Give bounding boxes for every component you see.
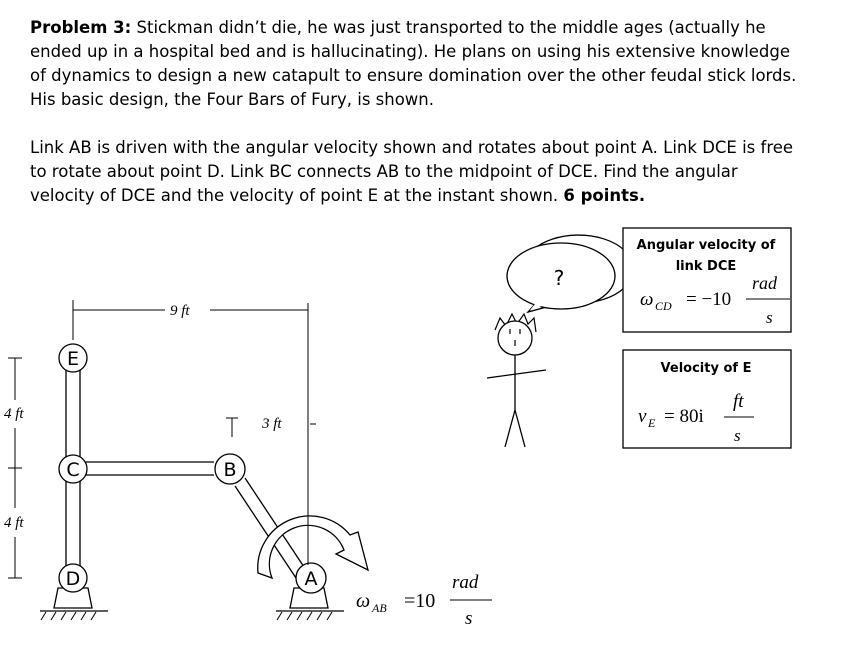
omega-ab-equation (356, 572, 492, 629)
problem-heading: Problem 3: (30, 18, 132, 37)
svg-text:s: s (766, 308, 773, 327)
points-label: 6 points. (563, 186, 646, 205)
svg-text:s: s (465, 608, 473, 629)
joint-d (59, 564, 87, 592)
svg-text:= 80i: = 80i (664, 406, 704, 427)
svg-text:Velocity of E: Velocity of E (660, 361, 752, 376)
dim-ab-height (226, 416, 316, 437)
svg-text:B: B (223, 459, 237, 481)
svg-text:E: E (648, 416, 656, 430)
svg-text:AB: AB (372, 601, 387, 615)
svg-text:=10: =10 (404, 590, 436, 612)
stickman (487, 314, 546, 447)
joint-b (215, 454, 245, 484)
svg-text:CD: CD (655, 299, 672, 313)
svg-text:9 ft: 9 ft (170, 303, 190, 319)
joint-c (59, 455, 87, 483)
svg-text:A: A (304, 568, 318, 590)
dim-horizontal (73, 300, 308, 565)
problem-text-1: Stickman didn’t die, he was just transported to the middle ages (actually he ended up in a hospital bed and is hallucinating). He plans on using his extensive knowledge of dynamics to design a new catapult to ensure domination over the other feudal stick lords. His basic design, the Four Bars of Fury, is shown. (30, 18, 797, 109)
svg-text:s: s (734, 426, 741, 445)
svg-text:Angular velocity of: Angular velocity of (636, 238, 776, 253)
pin-support-d (40, 588, 108, 620)
problem-text-2: Link AB is driven with the angular velocity shown and rotates about point A. Link DCE is free to rotate about point D. Link BC connects AB to the midpoint of DCE. Find the angular velocity of DCE and the velocity of point E at the instant shown. (30, 138, 794, 205)
svg-text:ω: ω (640, 289, 654, 310)
svg-text:= −10: = −10 (686, 289, 732, 310)
svg-text:ω: ω (356, 590, 371, 612)
joint-a (296, 563, 326, 593)
dim-vertical (4, 358, 24, 578)
joint-e (59, 344, 87, 372)
svg-text:ft: ft (733, 391, 744, 412)
answer-box-velocity-e (623, 350, 791, 448)
svg-text:3 ft: 3 ft (262, 416, 282, 432)
svg-text:D: D (65, 568, 81, 590)
svg-text:rad: rad (752, 273, 778, 293)
svg-text:link DCE: link DCE (675, 259, 737, 274)
svg-text:4 ft: 4 ft (4, 515, 24, 531)
svg-text:rad: rad (452, 572, 479, 593)
svg-text:v: v (638, 406, 647, 427)
svg-text:E: E (66, 348, 80, 370)
answer-box-angular-velocity (623, 228, 791, 332)
svg-text:?: ? (553, 266, 565, 290)
link-bc (80, 462, 214, 475)
svg-text:4 ft: 4 ft (4, 406, 24, 422)
speech-bubble (507, 235, 634, 312)
svg-text:C: C (66, 459, 80, 481)
